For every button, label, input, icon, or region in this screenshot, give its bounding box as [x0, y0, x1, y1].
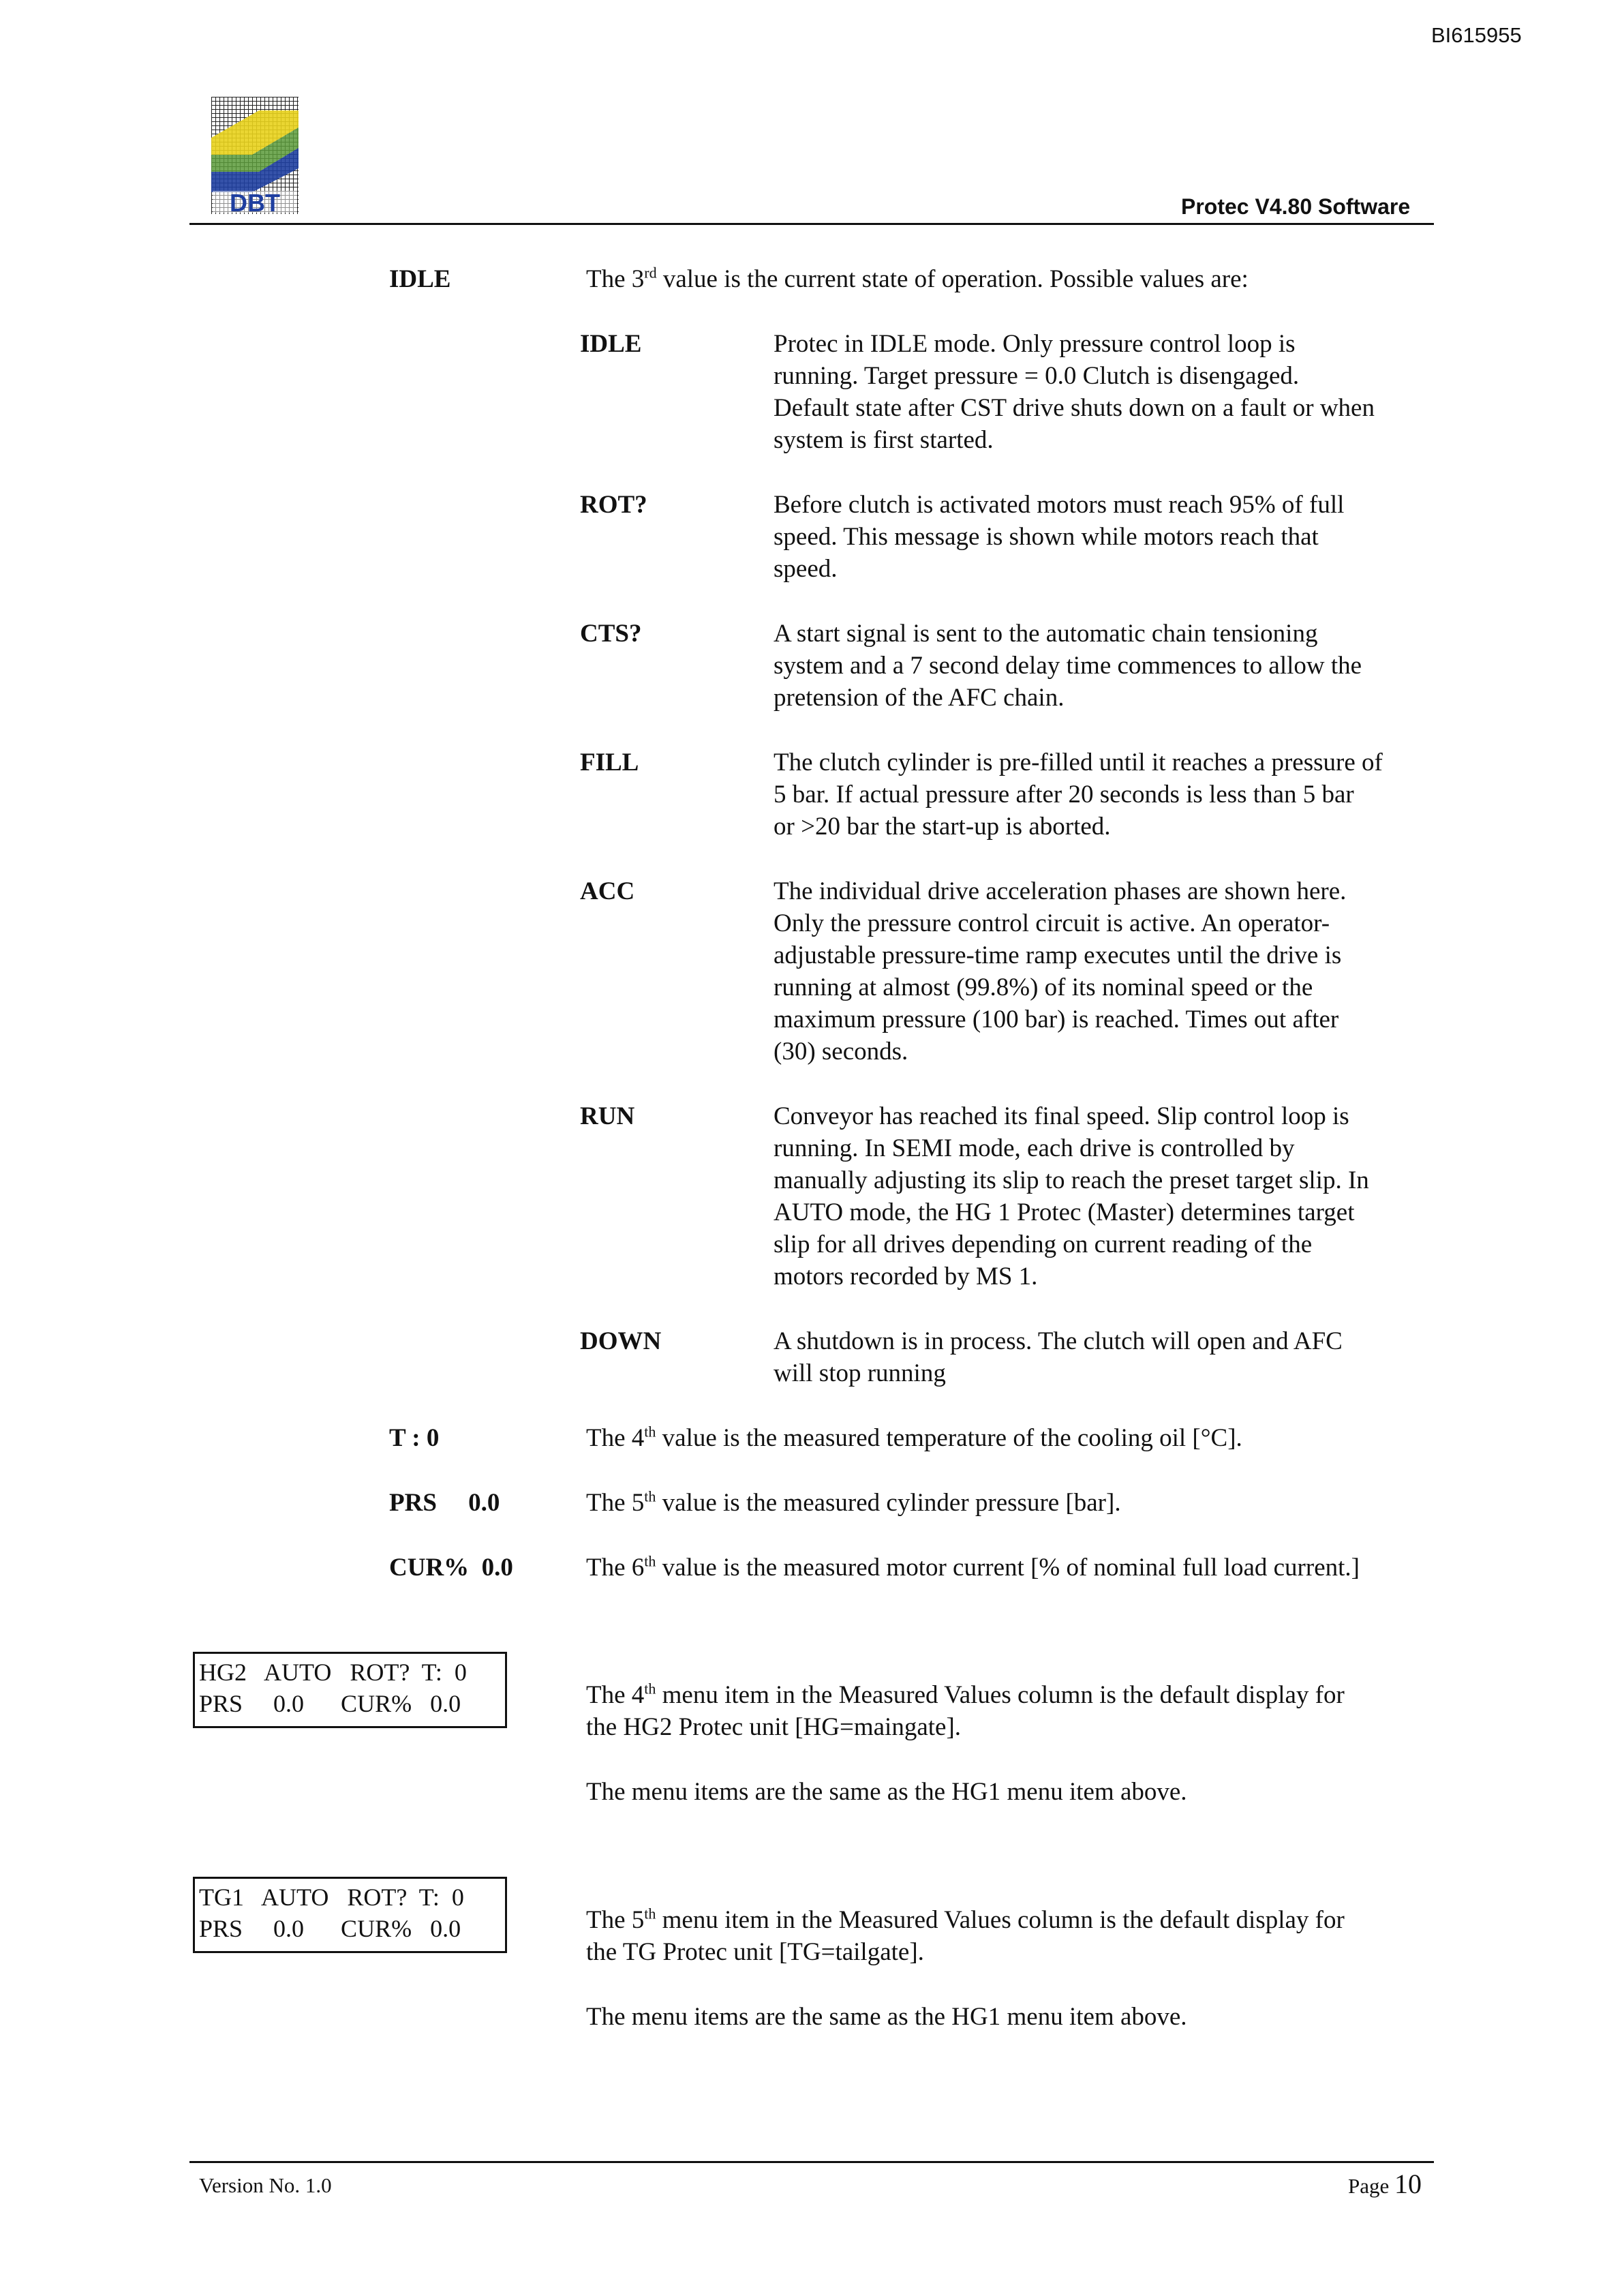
- display-description: The 4th menu item in the Measured Values column is the default display for the HG2 Protec unit [HG=maingate].: [586, 1680, 1345, 1741]
- state-description: A shutdown is in process. The clutch will open and AFC will stop running: [774, 1327, 1343, 1387]
- display-note: The menu items are the same as the HG1 menu item above.: [586, 1778, 1187, 1806]
- footer-page: Page 10: [1348, 2169, 1422, 2199]
- state-description: A start signal is sent to the automatic chain tensioning system and a 7 second delay time commences to allow the pretension of the AFC chain.: [774, 620, 1362, 712]
- lcd-line: HG2 AUTO ROT? T: 0: [199, 1659, 467, 1686]
- dbt-logo: [211, 97, 299, 214]
- value-label: PRS 0.0: [389, 1489, 500, 1517]
- page-number: 10: [1394, 2169, 1422, 2199]
- state-name: RUN: [580, 1102, 635, 1130]
- state-description: Protec in IDLE mode. Only pressure control loop is running. Target pressure = 0.0 Clutch is disengaged. Default state after CST drive shuts down on a fault or when system is first started.: [774, 330, 1375, 454]
- value-label: CUR% 0.0: [389, 1554, 513, 1582]
- lcd-line: PRS 0.0 CUR% 0.0: [199, 1690, 461, 1717]
- footer-version: Version No. 1.0: [199, 2173, 332, 2197]
- document-id: BI615955: [1431, 23, 1522, 47]
- state-name: IDLE: [580, 330, 642, 358]
- section-label-idle: IDLE: [389, 265, 451, 293]
- state-description: Before clutch is activated motors must reach 95% of full speed. This message is shown while motors reach that speed.: [774, 491, 1345, 583]
- state-name: ACC: [580, 877, 635, 905]
- state-name: FILL: [580, 749, 639, 776]
- state-name: DOWN: [580, 1327, 662, 1355]
- state-name: ROT?: [580, 491, 647, 519]
- lcd-display-tg1: [193, 1877, 507, 1953]
- header-rule: [189, 223, 1434, 225]
- lcd-display-hg2: [193, 1652, 507, 1728]
- state-description: Conveyor has reached its final speed. Slip control loop is running. In SEMI mode, each drive is controlled by manually adjusting its slip to reach the preset target slip. In AUTO mode, the HG 1 Protec (Master) determines target slip for all drives depending on current reading of the motors recorded by MS 1.: [774, 1102, 1369, 1290]
- display-note: The menu items are the same as the HG1 menu item above.: [586, 2003, 1187, 2031]
- footer-rule: [189, 2161, 1434, 2163]
- dbt-logo-icon: [211, 97, 299, 214]
- value-description: The 5th value is the measured cylinder pressure [bar].: [586, 1487, 1121, 1517]
- lcd-line: PRS 0.0 CUR% 0.0: [199, 1915, 461, 1942]
- header-title: Protec V4.80 Software: [1181, 194, 1411, 219]
- display-description: The 5th menu item in the Measured Values column is the default display for the TG Protec unit [TG=tailgate].: [586, 1905, 1345, 1966]
- intro-text: The 3rd value is the current state of operation. Possible values are:: [586, 264, 1249, 293]
- state-name: CTS?: [580, 620, 642, 648]
- value-description: The 6th value is the measured motor current [% of nominal full load current.]: [586, 1552, 1360, 1582]
- state-description: The individual drive acceleration phases are shown here. Only the pressure control circuit is active. An operator- adjustable pressure-time ramp executes until the drive is running at almost (99.8%) of its nominal speed or the maximum pressure (100 bar) is reached. Times out after (30) seconds.: [774, 877, 1347, 1066]
- logo-text: DBT: [230, 189, 280, 214]
- value-description: The 4th value is the measured temperature of the cooling oil [°C].: [586, 1423, 1242, 1452]
- lcd-line: TG1 AUTO ROT? T: 0: [199, 1884, 464, 1911]
- state-description: The clutch cylinder is pre-filled until it reaches a pressure of 5 bar. If actual pressure after 20 seconds is less than 5 bar or >20 bar the start-up is aborted.: [774, 749, 1383, 841]
- value-label: T : 0: [389, 1424, 440, 1452]
